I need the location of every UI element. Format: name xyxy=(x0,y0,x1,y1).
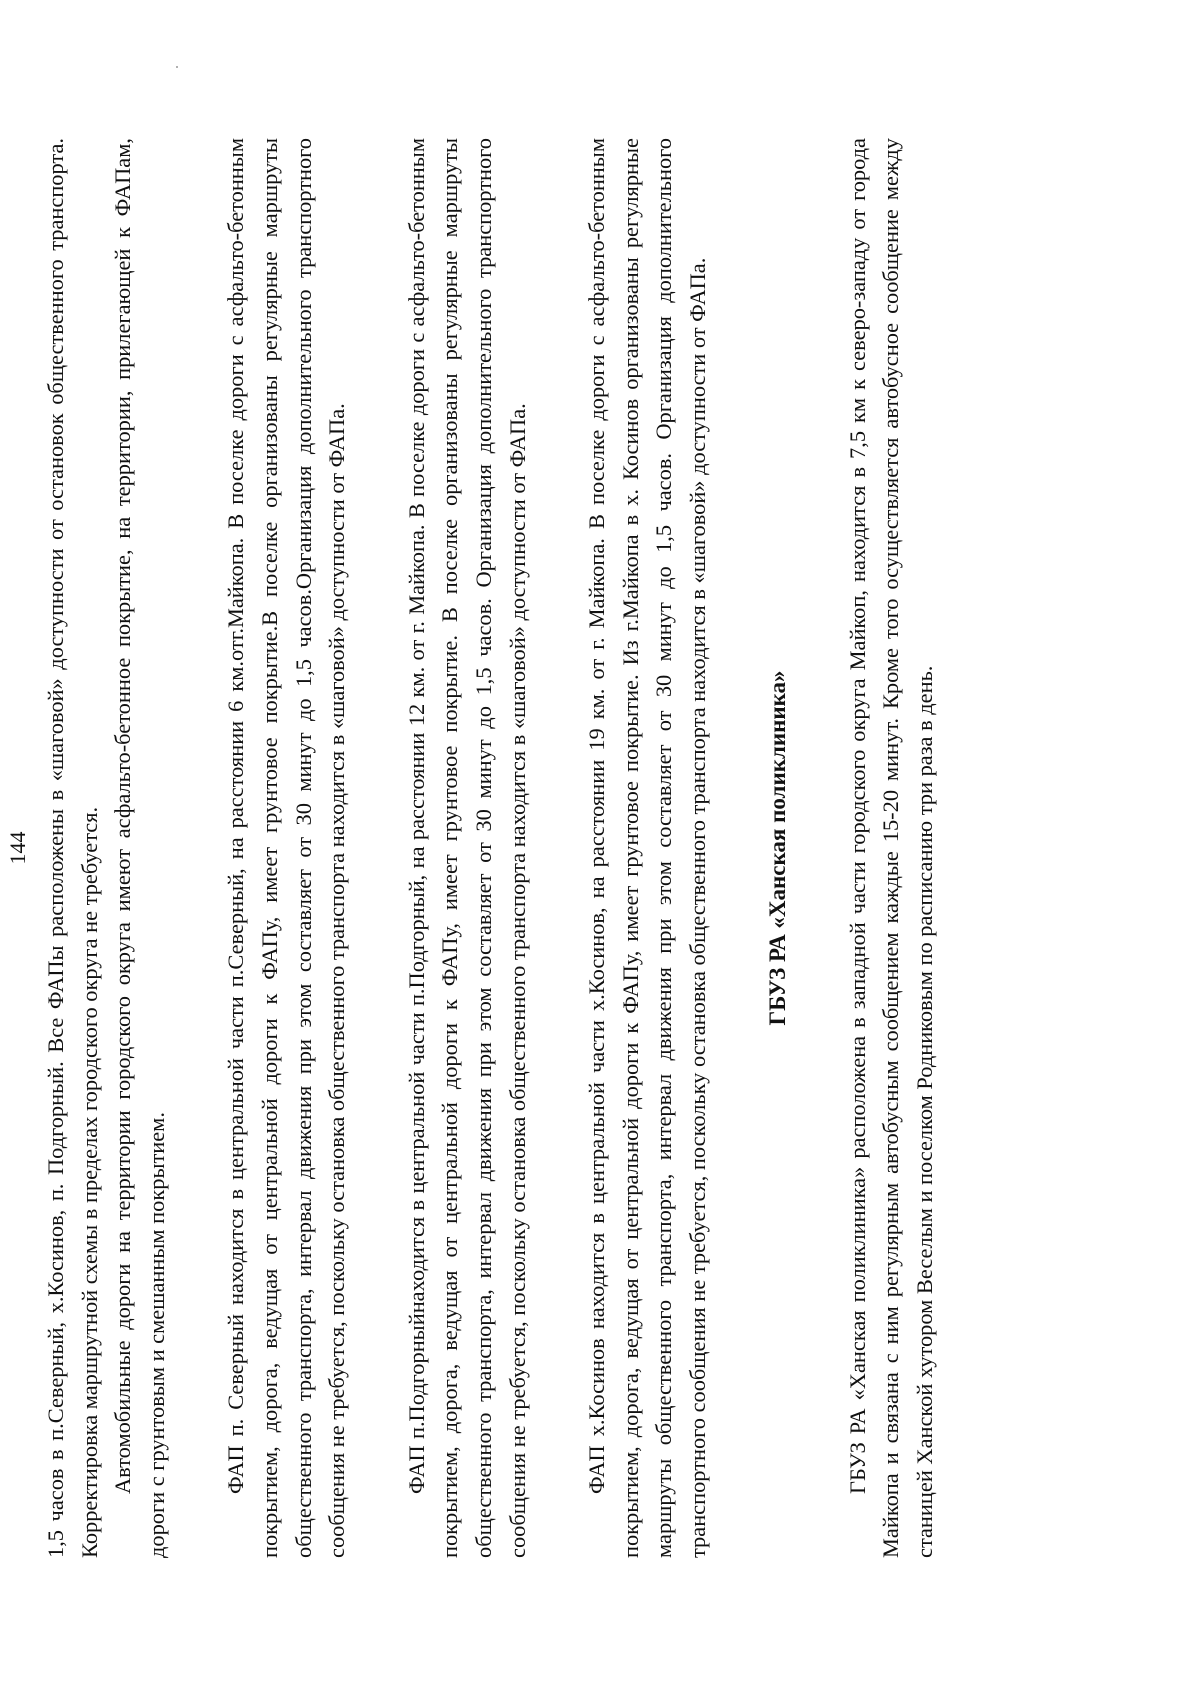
section-heading: ГБУЗ РА «Ханская поликлиника» xyxy=(764,670,790,1026)
paragraph-fap-severny: ФАП п. Северный находится в центральной части п.Северный, на расстоянии 6 км.отг.Майкопа. В поселке дороги с асфальто-бетонным покрытием, дорога, ведущая от центральной дороги к ФАПу, имеет грунтовое покрытие.В поселке организованы регулярные маршруты общественного транспорта, интервал движения при этом составляет от 30 минут до 1,5 часов.Организация дополнительного транспортного сообщения не требуется, поскольку остановка общественного транспорта находится в «шаговой» доступности от ФАПа. xyxy=(223,138,350,1558)
paragraph-khanskaya-clinic: ГБУЗ РА «Ханская поликлиника» расположена в западной части городского округа Майкоп, находится в 7,5 км к северо-западу от города Майкопа и связана с ним регулярным автобусным сообщением каждые 15-20 минут. Кроме того осуществляется автобусное сообщение между станицей Ханской хутором Веселым и поселком Родниковым по расписанию три раза в день. xyxy=(844,138,937,1558)
paragraph-fap-podgorny: ФАП п.Подгорныйнаходится в центральной части п.Подгорный, на расстоянии 12 км. от г. Майкопа. В поселке дороги с асфальто-бетонным покрытием, дорога, ведущая от центральной дороги к ФАПу, имеет грунтовое покрытие. В поселке организованы регулярные маршруты общественного транспорта, интервал движения при этом составляет от 30 минут до 1,5 часов. Организация дополнительного транспортного сообщения не требуется, поскольку остановка общественного транспорта находится в «шаговой» доступности от ФАПа. xyxy=(403,138,530,1558)
rotated-text-block xyxy=(0,98,1035,1598)
document-body xyxy=(39,138,941,1558)
page-number: 144 xyxy=(5,831,30,865)
paragraph-continuation: 1,5 часов в п.Северный, х.Косинов, п. Подгорный. Все ФАПы расположены в «шаговой» доступности от остановок общественного транспорта. Корректировка маршрутной схемы в пределах городского округа не требуется. xyxy=(43,138,102,1558)
scan-artifact-dot xyxy=(176,66,178,68)
paragraph-roads: Автомобильные дороги на территории городского округа имеют асфальто-бетонное покрытие, на территории, прилегающей к ФАПам, дороги с грунтовым и смешанным покрытием. xyxy=(110,138,169,1558)
paragraph-fap-kosinov: ФАП х.Косинов находится в центральной части х.Косинов, на расстоянии 19 км. от г. Майкопа. В поселке дороги с асфальто-бетонным покрытием, дорога, ведущая от центральной дороги к ФАПу, имеет грунтовое покрытие. Из г.Майкопа в х. Косинов организованы регулярные маршруты общественного транспорта, интервал движения при этом составляет от 30 минут до 1,5 часов. Организация дополнительного транспортного сообщения не требуется, поскольку остановка общественного транспорта находится в «шаговой» доступности от ФАПа. xyxy=(584,138,710,1558)
